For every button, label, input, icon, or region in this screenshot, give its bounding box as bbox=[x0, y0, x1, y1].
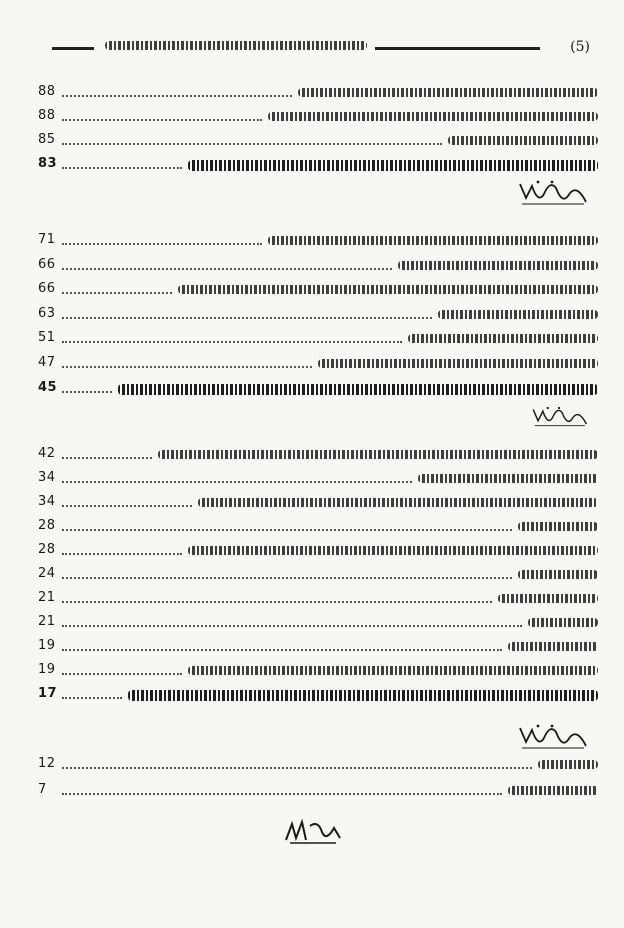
toc-page-number: 66 bbox=[38, 281, 56, 296]
toc-entry[interactable] bbox=[38, 281, 598, 299]
toc-page-number: 19 bbox=[38, 662, 56, 677]
toc-entry[interactable] bbox=[38, 518, 598, 536]
dot-leader bbox=[62, 649, 502, 651]
header-rule-left bbox=[52, 47, 94, 50]
dot-leader bbox=[62, 457, 152, 459]
toc-page-number: 21 bbox=[38, 590, 56, 605]
toc-entry-title-script bbox=[268, 236, 598, 245]
toc-entry-title-script bbox=[408, 334, 598, 343]
toc-entry[interactable] bbox=[38, 306, 598, 324]
dot-leader bbox=[62, 481, 412, 483]
dot-leader bbox=[62, 625, 522, 627]
toc-entry-title-script bbox=[128, 690, 598, 701]
toc-page-number: 12 bbox=[38, 756, 56, 771]
toc-entry[interactable] bbox=[38, 756, 598, 774]
toc-entry[interactable] bbox=[38, 84, 598, 102]
toc-entry-title-script bbox=[298, 88, 598, 97]
toc-page-number: 66 bbox=[38, 257, 56, 272]
dot-leader bbox=[62, 529, 512, 531]
toc-page-number: 45 bbox=[38, 380, 58, 395]
toc-page-number: 17 bbox=[38, 686, 58, 701]
section-heading-4-icon bbox=[516, 722, 588, 750]
toc-page-number: 7 bbox=[38, 782, 47, 797]
toc-page-number: 88 bbox=[38, 108, 56, 123]
toc-entry[interactable] bbox=[38, 355, 598, 373]
toc-page-number: 63 bbox=[38, 306, 56, 321]
dot-leader bbox=[62, 697, 122, 699]
toc-entry[interactable] bbox=[38, 156, 598, 174]
toc-entry-title-script bbox=[498, 594, 598, 603]
toc-entry-title-script bbox=[188, 160, 598, 171]
toc-entry[interactable] bbox=[38, 494, 598, 512]
toc-page-number: 85 bbox=[38, 132, 56, 147]
toc-page-number: 42 bbox=[38, 446, 56, 461]
dot-leader bbox=[62, 167, 182, 169]
toc-entry-title-script bbox=[508, 786, 598, 795]
toc-entry[interactable] bbox=[38, 446, 598, 464]
toc-entry-title-script bbox=[118, 384, 598, 395]
toc-entry-title-script bbox=[448, 136, 598, 145]
dot-leader bbox=[62, 268, 392, 270]
toc-entry[interactable] bbox=[38, 566, 598, 584]
toc-entry[interactable] bbox=[38, 614, 598, 632]
toc-entry[interactable] bbox=[38, 108, 598, 126]
toc-entry[interactable] bbox=[38, 380, 598, 398]
toc-entry[interactable] bbox=[38, 132, 598, 150]
dot-leader bbox=[62, 505, 192, 507]
toc-page-number: 47 bbox=[38, 355, 56, 370]
dot-leader bbox=[62, 119, 262, 121]
toc-entry-title-script bbox=[318, 359, 598, 368]
toc-page-number: 21 bbox=[38, 614, 56, 629]
header-rule-right bbox=[375, 47, 540, 50]
dot-leader bbox=[62, 577, 512, 579]
toc-entry[interactable] bbox=[38, 662, 598, 680]
toc-page-number: 51 bbox=[38, 330, 56, 345]
dot-leader bbox=[62, 292, 172, 294]
dot-leader bbox=[62, 366, 312, 368]
dot-leader bbox=[62, 317, 432, 319]
toc-entry[interactable] bbox=[38, 638, 598, 656]
toc-page-number: 88 bbox=[38, 84, 56, 99]
dot-leader bbox=[62, 243, 262, 245]
toc-entry[interactable] bbox=[38, 590, 598, 608]
dot-leader bbox=[62, 143, 442, 145]
toc-entry-title-script bbox=[508, 642, 598, 651]
dot-leader bbox=[62, 793, 502, 795]
toc-page-number: 19 bbox=[38, 638, 56, 653]
dot-leader bbox=[62, 601, 492, 603]
toc-page-number: 34 bbox=[38, 470, 56, 485]
toc-entry-title-script bbox=[178, 285, 598, 294]
calligraphy-emblem-icon bbox=[282, 818, 344, 846]
toc-entry-title-script bbox=[518, 570, 598, 579]
toc-entry[interactable] bbox=[38, 470, 598, 488]
dot-leader bbox=[62, 391, 112, 393]
toc-entry-title-script bbox=[538, 760, 598, 769]
toc-page-number: 28 bbox=[38, 542, 56, 557]
dot-leader bbox=[62, 95, 292, 97]
toc-entry-title-script bbox=[528, 618, 598, 627]
toc-entry-title-script bbox=[188, 546, 598, 555]
dot-leader bbox=[62, 553, 182, 555]
toc-entry[interactable] bbox=[38, 686, 598, 704]
dot-leader bbox=[62, 767, 532, 769]
toc-entry[interactable] bbox=[38, 542, 598, 560]
toc-page-number: 71 bbox=[38, 232, 56, 247]
toc-entry[interactable] bbox=[38, 232, 598, 250]
header-title-script bbox=[105, 41, 367, 55]
toc-page-number: 34 bbox=[38, 494, 56, 509]
toc-page-number: 83 bbox=[38, 156, 58, 171]
toc-entry-title-script bbox=[438, 310, 598, 319]
toc-entry[interactable] bbox=[38, 257, 598, 275]
toc-entry[interactable] bbox=[38, 330, 598, 348]
dot-leader bbox=[62, 341, 402, 343]
toc-entry-title-script bbox=[268, 112, 598, 121]
section-heading-2-icon bbox=[530, 402, 588, 430]
toc-page-number: 28 bbox=[38, 518, 56, 533]
toc-entry-title-script bbox=[198, 498, 598, 507]
section-heading-1-icon bbox=[516, 178, 588, 206]
toc-entry-title-script bbox=[398, 261, 598, 270]
running-header bbox=[30, 38, 596, 60]
dot-leader bbox=[62, 673, 182, 675]
toc-entry-title-script bbox=[518, 522, 598, 531]
toc-entry-title-script bbox=[418, 474, 598, 483]
toc-entry[interactable] bbox=[38, 782, 598, 800]
page-number: (5) bbox=[570, 39, 590, 55]
toc-page-number: 24 bbox=[38, 566, 56, 581]
toc-entry-title-script bbox=[188, 666, 598, 675]
toc-entry-title-script bbox=[158, 450, 598, 459]
